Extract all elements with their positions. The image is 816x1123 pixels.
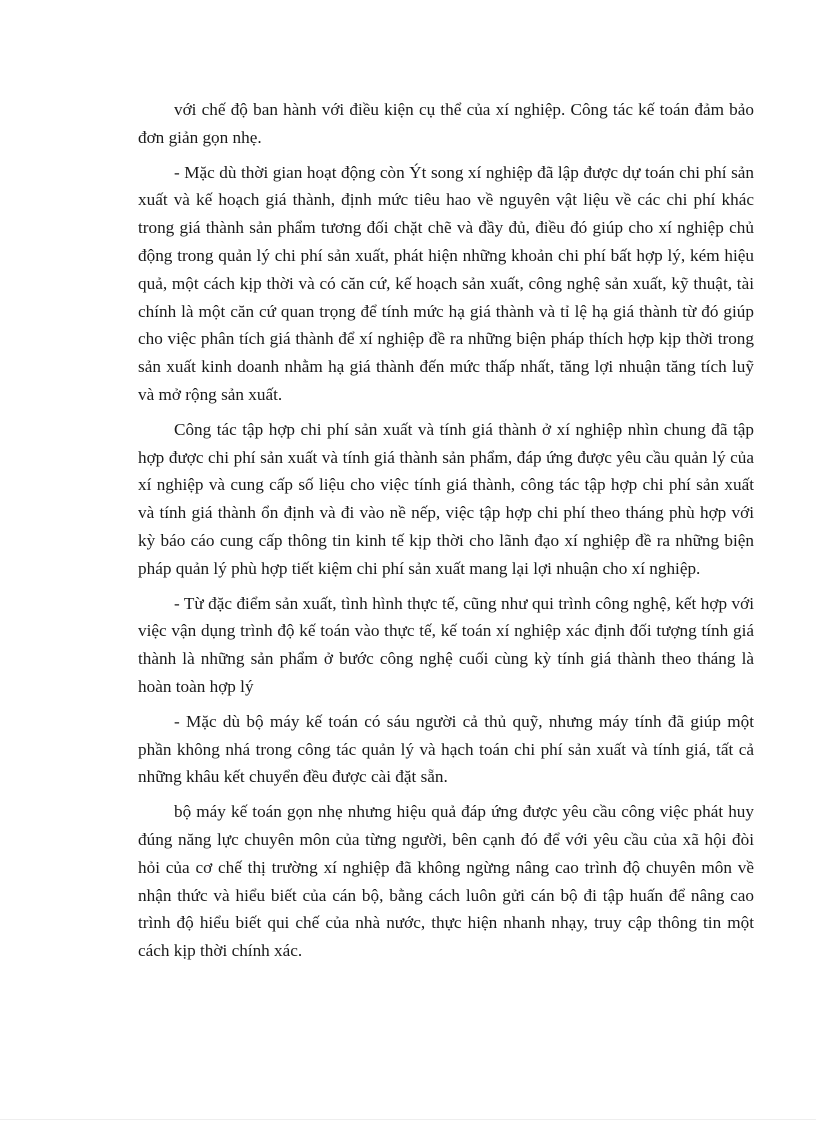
paragraph-6: bộ máy kế toán gọn nhẹ nhưng hiệu quả đáp ứng được yêu cầu công việc phát huy đúng năng lực chuyên môn của từng người, bên cạnh đó để với yêu cầu của xã hội đòi hỏi của cơ chế thị trường xí nghiệp đã không ngừng nâng cao trình độ chuyên môn về nhận thức và hiểu biết của cán bộ, bằng cách luôn gửi cán bộ đi tập huấn để nâng cao trình độ hiểu biết qui chế của nhà nước, thực hiện nhanh nhạy, truy cập thông tin một cách kịp thời chính xác.	[138, 802, 754, 961]
page-bottom-divider	[0, 1119, 816, 1120]
paragraph-3: Công tác tập hợp chi phí sản xuất và tính giá thành ở xí nghiệp nhìn chung đã tập hợp được chi phí sản xuất và tính giá thành sản phẩm, đáp ứng được yêu cầu quản lý của xí nghiệp và cung cấp số liệu cho việc tính giá thành, công tác tập hợp chi phí sản xuất và tính giá thành ổn định và đi vào nề nếp, việc tập hợp chi phí theo tháng phù hợp với kỳ báo cáo cung cấp thông tin kinh tế kịp thời cho lãnh đạo xí nghiệp đề ra những biện pháp quản lý phù hợp tiết kiệm chi phí sản xuất mang lại lợi nhuận cho xí nghiệp.	[138, 419, 754, 578]
paragraph-4: - Từ đặc điểm sản xuất, tình hình thực tế, cũng như qui trình công nghệ, kết hợp với việc vận dụng trình độ kế toán vào thực tế, kế toán xí nghiệp xác định đối tượng tính giá thành là những sản phẩm ở bước công nghệ cuối cùng kỳ tính giá thành theo tháng là hoàn toàn hợp lý	[138, 593, 754, 696]
paragraph-5: - Mặc dù bộ máy kế toán có sáu người cả thủ quỹ, nhưng máy tính đã giúp một phần không nhá trong công tác quản lý và hạch toán chi phí sản xuất và tính giá, tất cả những khâu kết chuyển đều được cài đặt sẵn.	[138, 711, 754, 787]
paragraph-2: - Mặc dù thời gian hoạt động còn Ýt song xí nghiệp đã lập được dự toán chi phí sản xuất và kế hoạch giá thành, định mức tiêu hao về nguyên vật liệu về các chi phí khác trong giá thành sản phẩm tương đối chặt chẽ và đầy đủ, điều đó giúp cho xí nghiệp chủ động trong quản lý chi phí sản xuất, phát hiện những khoản chi phí bất hợp lý, kém hiệu quả, một cách kịp thời và có căn cứ, kế hoạch sản xuất, công nghệ sản xuất, kỹ thuật, tài chính là một căn cứ quan trọng để tính mức hạ giá thành và tỉ lệ hạ giá thành từ đó giúp cho việc phân tích giá thành để xí nghiệp đề ra những biện pháp thích hợp kịp thời trong sản xuất kinh doanh nhằm hạ giá thành đến mức thấp nhất, tăng lợi nhuận tăng tích luỹ và mở rộng sản xuất.	[138, 162, 754, 404]
paragraph-1: với chế độ ban hành với điều kiện cụ thể của xí nghiệp. Công tác kế toán đảm bảo đơn giản gọn nhẹ.	[138, 100, 754, 147]
document-body	[138, 96, 754, 972]
